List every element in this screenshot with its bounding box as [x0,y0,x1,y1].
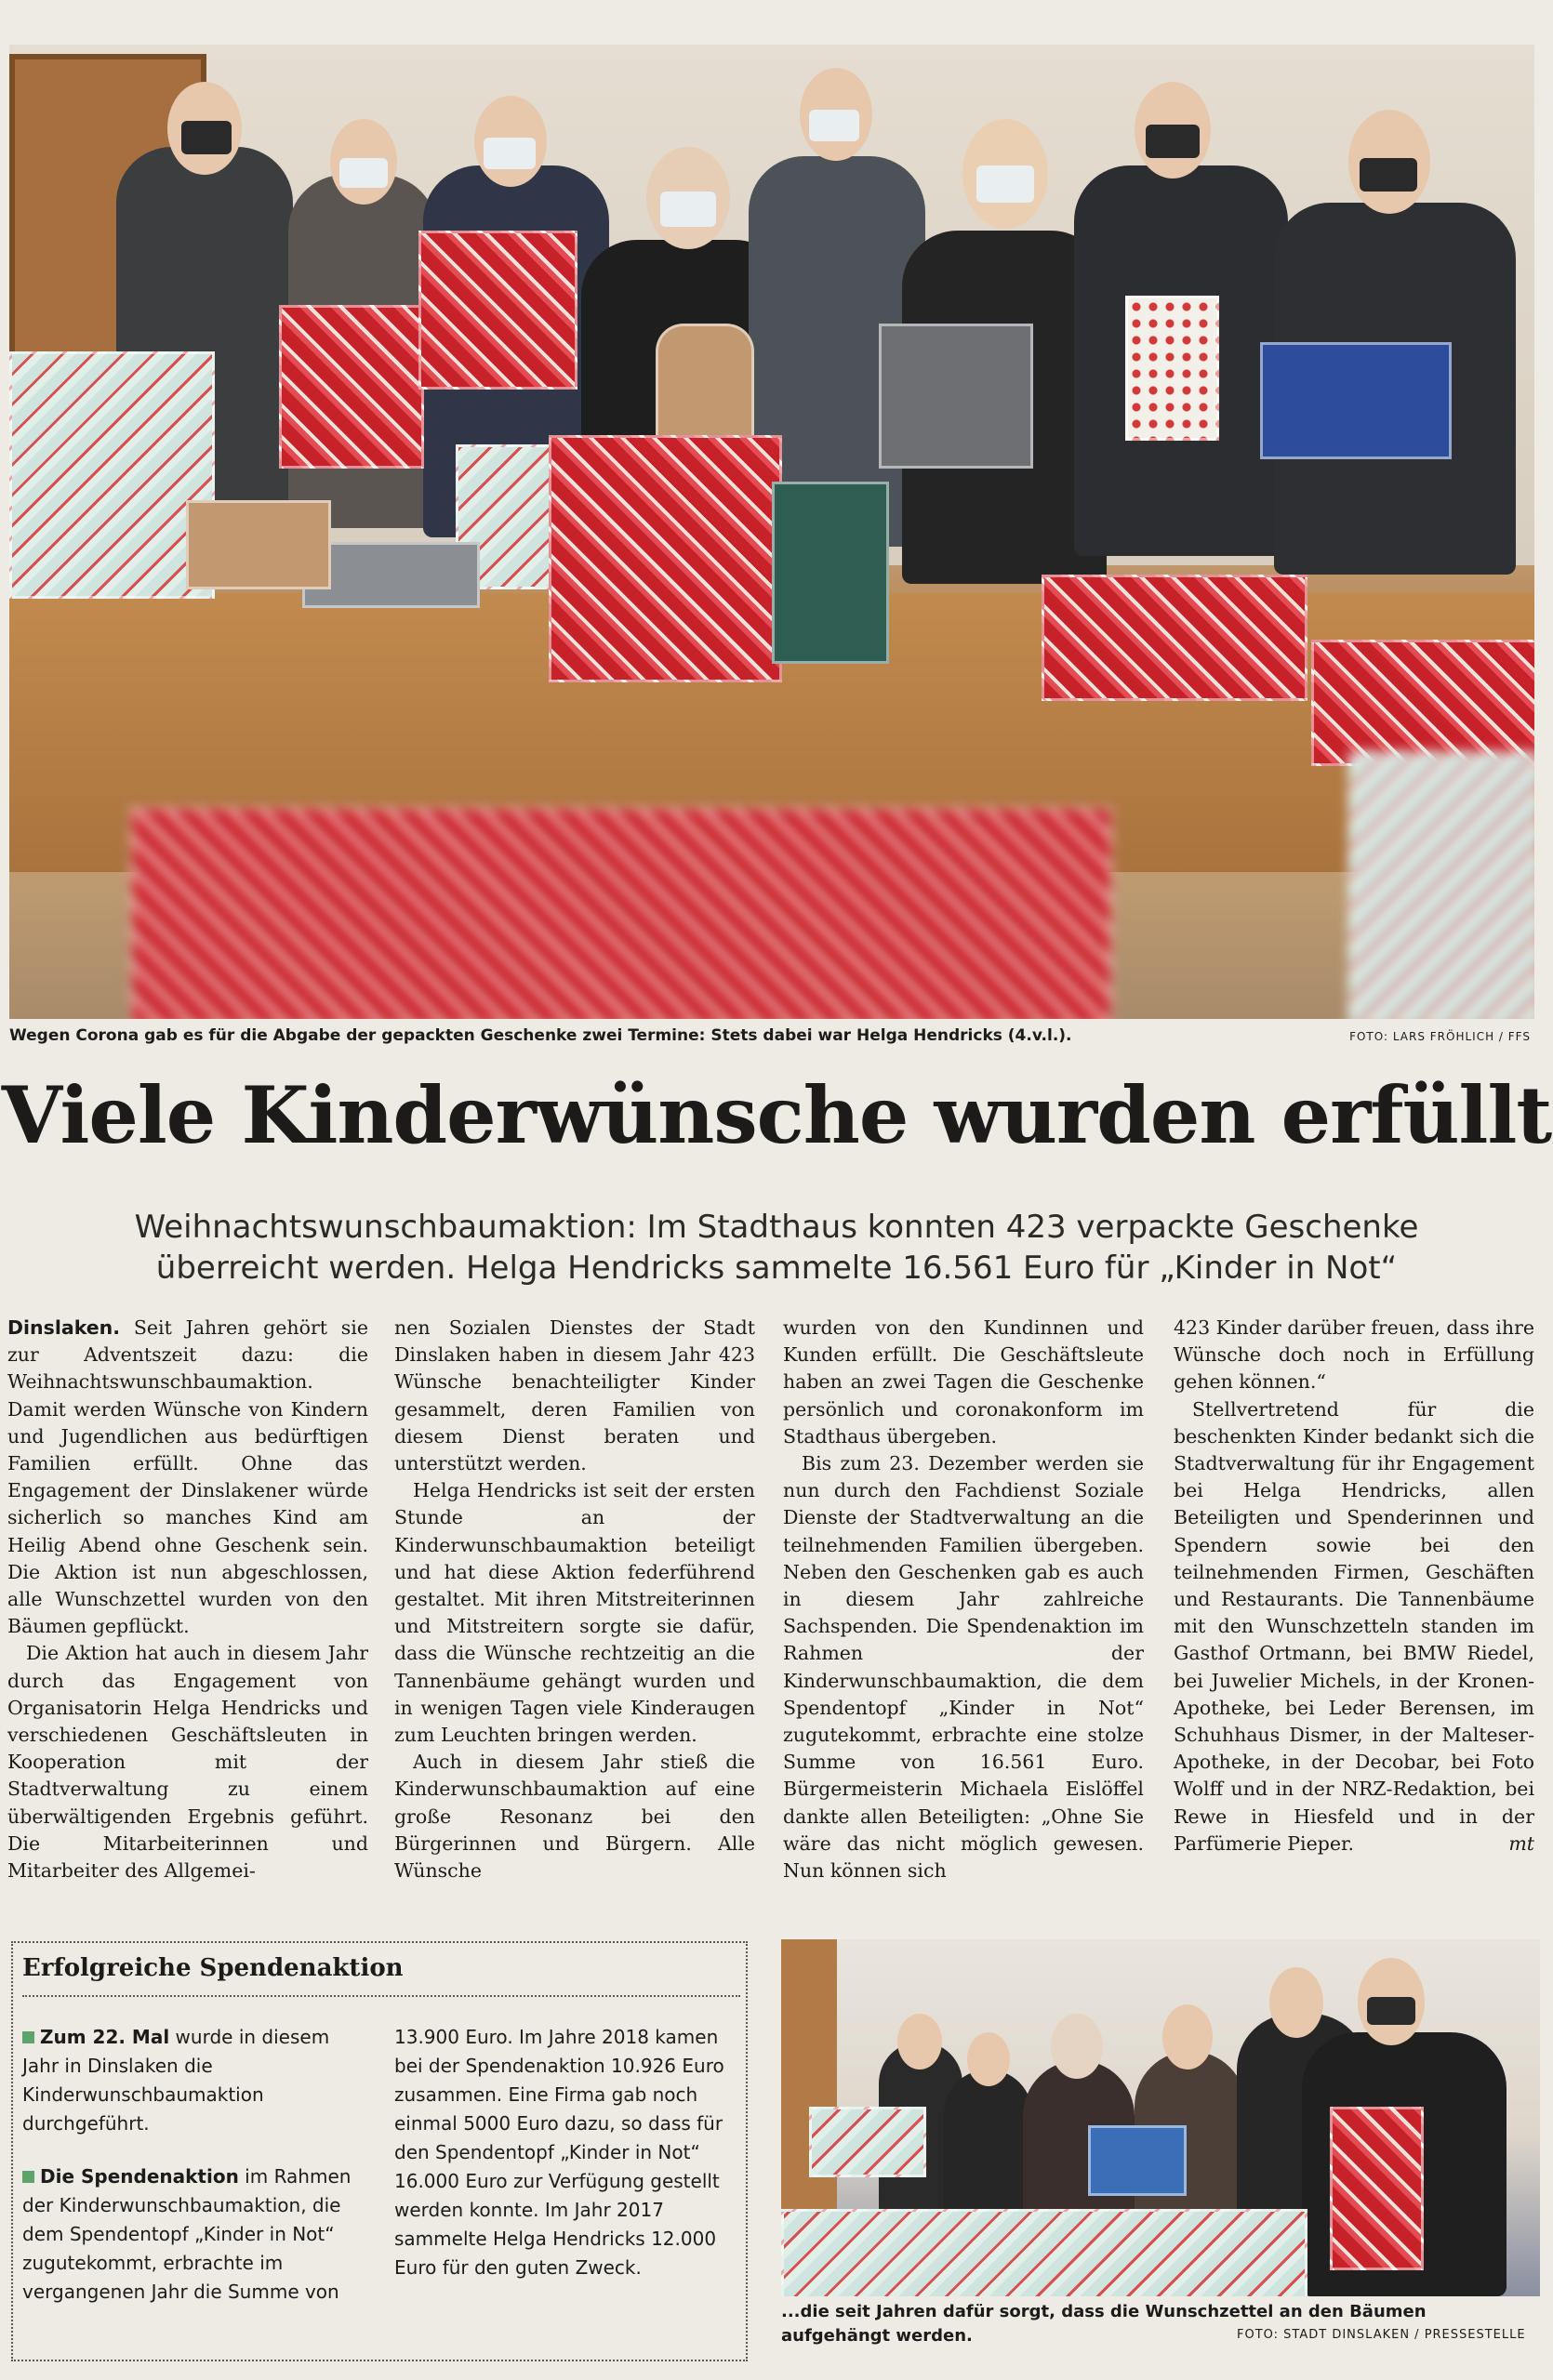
info-item-text: wurde in diesem Jahr in Dinslaken die Kinderwunschbaumaktion durchgeführt. [22,2026,330,2135]
paragraph: nen Sozialen Dienstes der Stadt Dinslaken haben in diesem Jahr 423 Wünsche benachteiligter Kinder gesammelt, deren Familien von diesem Dienst beraten und unterstützt werden. [394,1316,755,1475]
paragraph: 423 Kinder darüber freuen, dass ihre Wünsche doch noch in Erfüllung gehen können.“ [1174,1316,1534,1394]
gift-package [186,500,331,589]
person-head [1269,1967,1323,2038]
face-mask [339,158,388,188]
face-mask [1360,158,1417,192]
info-box-column-1 [22,2023,365,2331]
bullet-icon [22,2031,34,2043]
info-box-title: Erfolgreiche Spendenaktion [22,1954,404,1982]
gift-package [1088,2125,1187,2196]
face-mask [181,121,232,154]
face-mask [660,192,716,227]
gift-package [809,2107,926,2177]
dateline: Dinslaken. [7,1316,121,1339]
gift-package [1042,575,1307,701]
secondary-photo-caption: ...die seit Jahren dafür sorgt, dass die Wunschzettel an den Bäumen aufgehängt werden. [781,2302,1427,2346]
paragraph: Auch in diesem Jahr stieß die Kinderwunschbaumaktion auf eine große Resonanz bei den Bürgerinnen und Bürgern. Alle Wünsche [394,1751,755,1883]
photo-caption: Wegen Corona gab es für die Abgabe der gepackten Geschenke zwei Termine: Stets dabei war Helga Hendricks (4.v.l.). [9,1026,1072,1045]
gift-package [879,324,1033,469]
person-head [967,2032,1010,2086]
gift-package [9,351,215,599]
paragraph: Bis zum 23. Dezember werden sie nun durch den Fachdienst Soziale Dienste der Stadtverwaltung an die teilnehmenden Familien übergeben. Neben den Geschenken gab es auch in diesem Jahr zahlreiche Sachspenden. Die Spendenaktion im Rahmen der Kinderwunschbaumaktion, die dem Spendentopf „Kinder in Not“ zugutekommt, erbrachte eine stolze Summe von 16.561 Euro. Bürgermeisterin Michaela Eislöffel dankte allen Beteiligten: „Ohne Sie wäre das nicht möglich gewesen. Nun können sich [783,1452,1144,1883]
face-mask [1367,1997,1415,2025]
article-column-2 [394,1315,755,1884]
person-head [897,2014,942,2069]
gift-package [549,435,782,682]
gift-package [1330,2107,1424,2270]
person-head [1051,2014,1103,2079]
face-mask [484,138,536,169]
main-photo [9,45,1534,1019]
article-subhead: Weihnachtswunschbaumaktion: Im Stadthaus konnten 423 verpackte Geschenke überreicht werden. Helga Hendricks sammelte 16.561 Euro für „Kinder in Not“ [134,1209,1419,1287]
paragraph: wurden von den Kundinnen und Kunden erfüllt. Die Geschäftsleute haben an zwei Tagen die Geschenke persönlich und coronakonform im Stadthaus übergeben. [783,1316,1144,1448]
article-column-3 [783,1315,1144,1884]
info-item-lead: Zum 22. Mal [40,2026,170,2048]
photo-credit: FOTO: LARS FRÖHLICH / FFS [1349,1030,1531,1043]
info-box [11,1941,748,2361]
gift-package [1260,342,1452,459]
paragraph: Seit Jahren gehört sie zur Adventszeit dazu: die Weihnachtswunschbaumaktion. Damit werden Wünsche von Kindern und Jugendlichen aus bedürftigen Familien erfüllt. Ohne das Engagement der Dinslakener würde sicherlich so manches Kind am Heilig Abend ohne Geschenk sein. Die Aktion ist nun abgeschlossen, alle Wunschzettel wurden von den Bäumen gepflückt. [7,1316,368,1638]
paragraph: Helga Hendricks ist seit der ersten Stunde an der Kinderwunschbaumaktion beteiligt und hat diese Aktion federführend gestaltet. Mit ihren Mitstreiterinnen und Mitstreitern sorgte sie dafür, dass die Wünsche rechtzeitig an die Tannenbäume gehängt wurden und in wenigen Tagen viele Kinderaugen zum Leuchten bringen werden. [394,1479,755,1747]
article-column-1 [7,1315,368,1884]
info-box-divider [22,1995,740,1997]
gift-package [418,231,577,390]
article-column-4 [1174,1315,1534,1858]
gift-package [1125,296,1219,441]
blurred-gifts [130,807,1112,1019]
author-sign: mt [1508,1831,1534,1855]
face-mask [809,110,859,141]
secondary-photo [781,1939,1540,2296]
info-item-text: 13.900 Euro. Im Jahre 2018 kamen bei der Spendenaktion 10.926 Euro zusammen. Eine Firma gab noch einmal 5000 Euro dazu, so dass für den Spendentopf „Kinder in Not“ 16.000 Euro zur Verfügung gestellt werden konnte. Im Jahr 2017 sammelte Helga Hendricks 12.000 Euro für den guten Zweck. [394,2026,724,2279]
gift-pile [781,2209,1307,2296]
gift-package [1311,640,1534,766]
paragraph: Stellvertretend für die beschenkten Kinder bedankt sich die Stadtverwaltung für ihr Engagement bei Helga Hendricks, allen Beteiligten und Spenderinnen und Spendern sowie bei den teilnehmenden Firmen, Geschäften und Restaurants. Die Tannenbäume mit den Wunschzetteln standen im Gasthof Ortmann, bei BMW Riedel, bei Juwelier Michels, in der Kronen-Apotheke, bei Leder Berensen, im Schuhhaus Dismer, in der Malteser-Apotheke, in der Decobar, bei Foto Wolff und in der NRZ-Redaktion, bei Rewe in Hiesfeld und in der Parfümerie Pieper. [1174,1397,1534,1855]
info-box-column-2 [394,2023,737,2307]
face-mask [1146,125,1200,158]
article-headline: Viele Kinderwünsche wurden erfüllt [1,1069,1552,1161]
paragraph: Die Aktion hat auch in diesem Jahr durch das Engagement von Organisatorin Helga Hendricks und verschiedenen Geschäftsleuten in Kooperation mit der Stadtverwaltung zu einem überwältigenden Ergebnis geführt. Die Mitarbeiterinnen und Mitarbeiter des Allgemei- [7,1642,368,1883]
face-mask [976,165,1034,203]
info-item-lead: Die Spendenaktion [40,2165,239,2188]
gift-bag [279,305,424,469]
blurred-gifts [1348,751,1534,1019]
person-head [1162,2004,1213,2069]
bullet-icon [22,2171,34,2183]
gift-bag [772,482,889,664]
secondary-photo-credit: FOTO: STADT DINSLAKEN / PRESSESTELLE [1237,2328,1526,2342]
info-item-text: im Rahmen der Kinderwunschbaumaktion, die dem Spendentopf „Kinder in Not“ zugutekommt, erbrachte im vergangenen Jahr die Summe von [22,2165,352,2303]
